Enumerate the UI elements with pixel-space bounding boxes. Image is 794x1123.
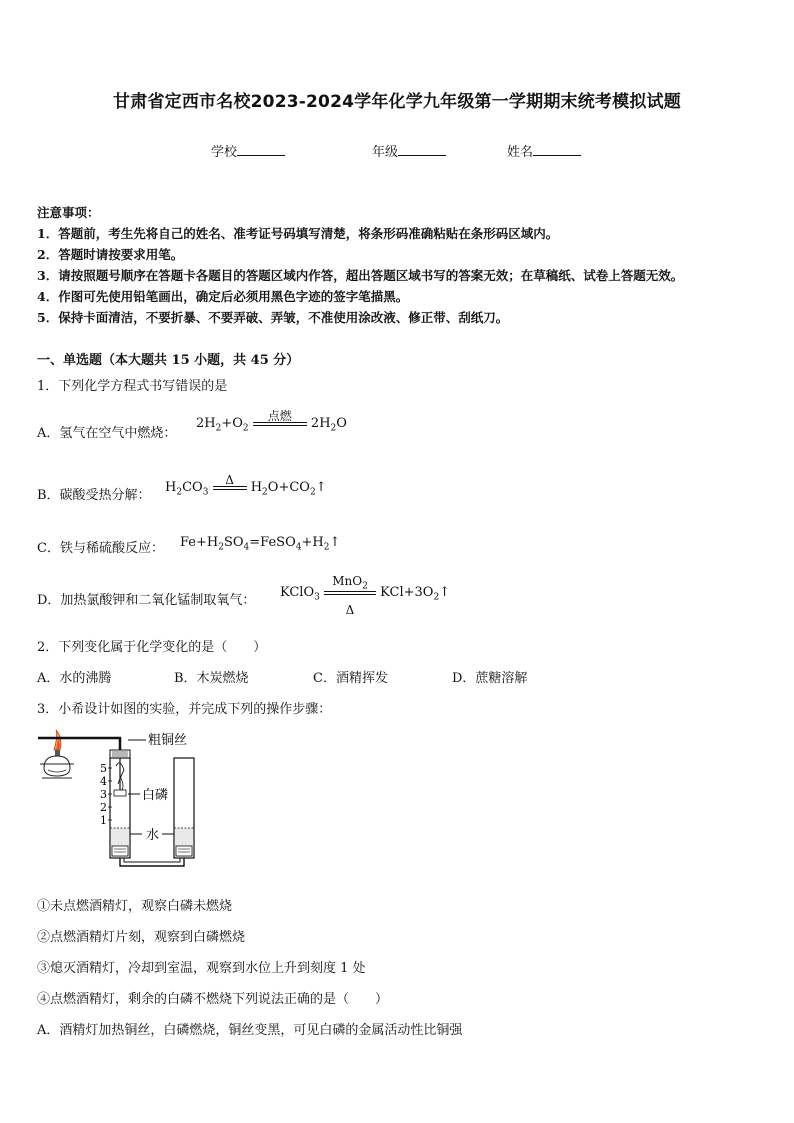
notice-item-5: 5．保持卡面清洁，不要折暴、不要弄破、弄皱，不准使用涂改液、修正带、刮纸刀。 [37, 310, 509, 325]
condition-catalyst: MnO$_2$ [332, 573, 368, 591]
school-field [211, 141, 285, 160]
q3-option-a: A．酒精灯加热铜丝，白磷燃烧，铜丝变黑，可见白磷的金属活动性比铜强 [37, 1023, 463, 1038]
notice-item-4: 4．作图可先使用铅笔画出，确定后必须用黑色字迹的签字笔描黑。 [37, 289, 409, 304]
experiment-diagram [36, 728, 236, 874]
exam-title: 甘肃省定西市名校2023-2024学年化学九年级第一学期期末统考模拟试题 [113, 92, 681, 112]
q1-option-c-label: C．铁与稀硫酸反应： [37, 541, 164, 556]
right-tube [174, 758, 194, 858]
school-label: 学校 [211, 145, 238, 160]
q1-equation-c: $Fe+H_2SO_4=FeSO_4+H_2↑$ [180, 535, 341, 553]
condition-heat: Δ [345, 602, 355, 617]
q1-equation-d: KClO$_3$ MnO$_2$ Δ $KCl+3O_2↑$ [280, 573, 451, 617]
q2-option-a: A．水的沸腾 [37, 671, 112, 686]
q1-stem: 1．下列化学方程式书写错误的是 [37, 379, 228, 394]
notice-item-2: 2．答题时请按要求用笔。 [37, 247, 184, 262]
equals-sign [253, 408, 307, 426]
equals-sign [213, 472, 247, 490]
phosphorus-label: 白磷 [142, 788, 169, 803]
scale-mark-5: 5 [100, 762, 107, 775]
q3-step-1: ①未点燃酒精灯，观察白磷未燃烧 [37, 899, 233, 914]
name-label: 姓名 [507, 145, 534, 160]
condition-ignite: 点燃 [267, 408, 292, 423]
q2-option-b: B．木炭燃烧 [174, 671, 249, 686]
q2-option-c: C．酒精挥发 [313, 671, 388, 686]
grade-blank [398, 143, 446, 156]
copper-wire-label: 粗铜丝 [148, 733, 188, 748]
notice-item-3: 3．请按照题号顺序在答题卡各题目的答题区域内作答，超出答题区域书写的答案无效；在草稿纸、试卷上答题无效。 [37, 268, 684, 283]
notice-heading: 注意事项： [37, 205, 100, 220]
q2-stem: 2．下列变化属于化学变化的是（ ） [37, 640, 267, 655]
connecting-tube-inner [124, 858, 180, 862]
q3-step-2: ②点燃酒精灯片刻，观察到白磷燃烧 [37, 930, 246, 945]
q1-option-a-label: A．氢气在空气中燃烧： [37, 426, 177, 441]
equals-sign [324, 573, 376, 617]
condition-heat: Δ [225, 472, 234, 487]
grade-field [372, 141, 446, 160]
scale-mark-1: 1 [100, 814, 107, 827]
q3-step-4: ④点燃酒精灯，剩余的白磷不燃烧下列说法正确的是（ ） [37, 992, 389, 1007]
q1-equation-a: $2H_2+O_2$ 点燃 $2H_2O$ [196, 408, 347, 434]
q2-option-d: D．蔗糖溶解 [452, 671, 528, 686]
scale-mark-3: 3 [100, 788, 107, 801]
q3-stem: 3．小希设计如图的实验，并完成下列的操作步骤： [37, 702, 332, 717]
q3-step-3: ③熄灭酒精灯，冷却到室温，观察到水位上升到刻度 1 处 [37, 961, 366, 976]
section-heading: 一、单选题（本大题共 15 小题，共 45 分） [37, 353, 300, 368]
name-field [507, 141, 581, 160]
notice-item-1: 1．答题前，考生先将自己的姓名、准考证号码填写清楚，将条形码准确粘贴在条形码区域内。 [37, 226, 559, 241]
q1-equation-b: $H_2CO_3$ Δ $H_2O+CO_2↑$ [165, 472, 327, 498]
grade-label: 年级 [372, 145, 399, 160]
name-blank [533, 143, 581, 156]
q1-option-b-label: B．碳酸受热分解： [37, 488, 151, 503]
scale-mark-4: 4 [100, 775, 107, 788]
q1-option-d-label: D．加热氯酸钾和二氧化锰制取氧气： [37, 593, 256, 608]
school-blank [237, 143, 285, 156]
water-label: 水 [146, 828, 160, 843]
scale-mark-2: 2 [100, 801, 107, 814]
